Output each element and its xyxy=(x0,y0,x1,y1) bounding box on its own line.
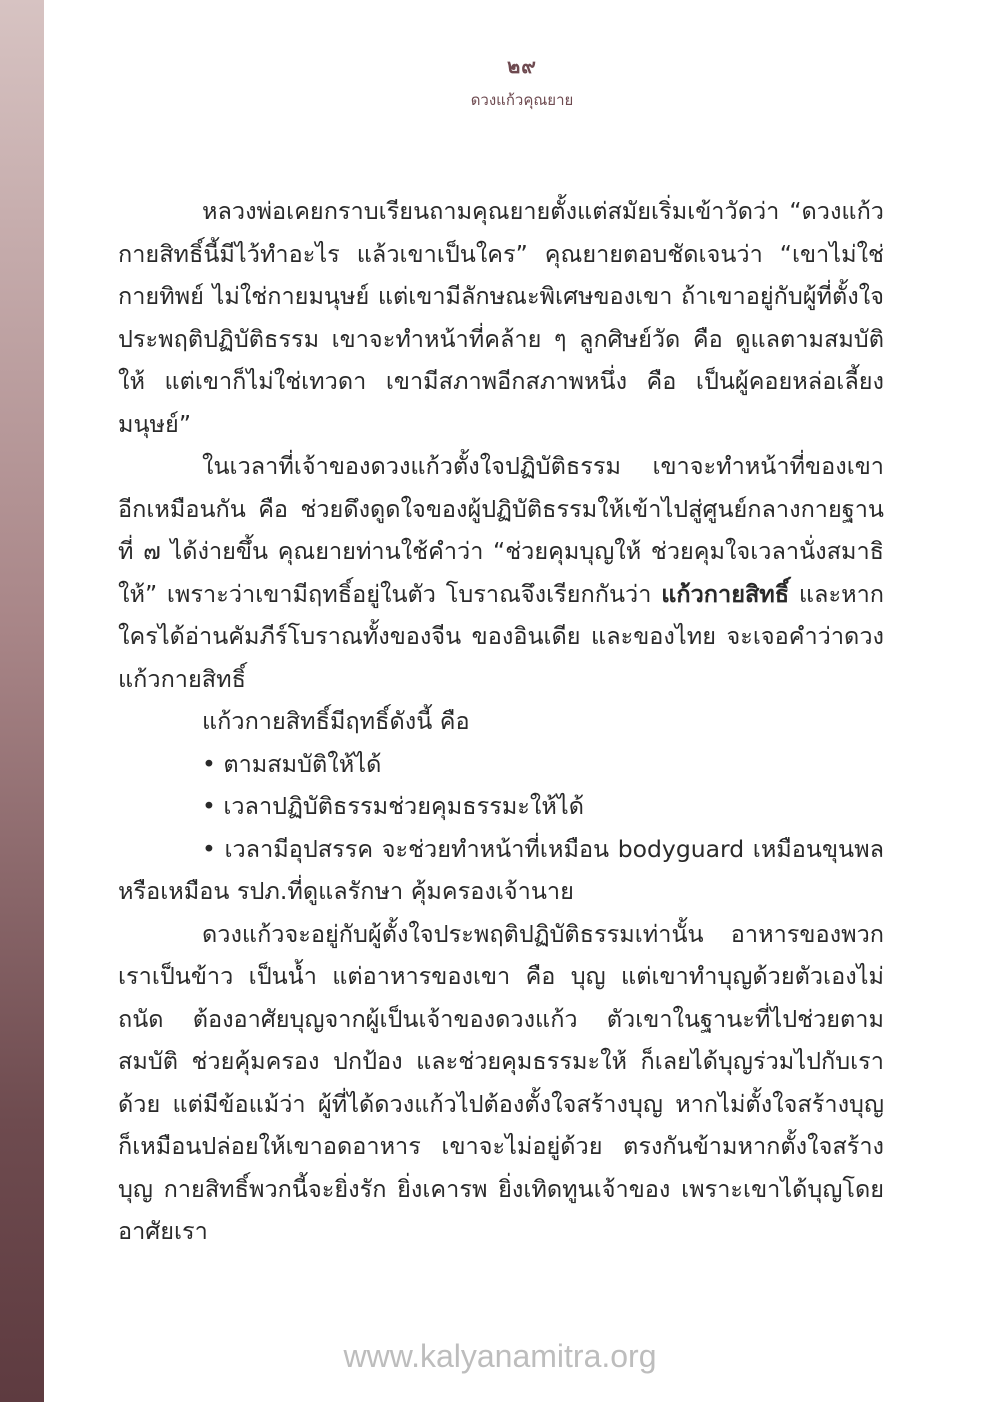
decorative-side-band xyxy=(0,0,44,1402)
running-title: ดวงแก้วคุณยาย xyxy=(470,91,574,109)
paragraph-2-text-after: และหากใครได้อ่านคัมภีร์โบราณทั้งของจีน ของอินเดีย และของไทย จะเจอคำว่าดวงแก้วกายสิทธิ์ xyxy=(118,579,884,693)
paragraph-1: หลวงพ่อเคยกราบเรียนถามคุณยายตั้งแต่สมัยเริ่มเข้าวัดว่า “ดวงแก้วกายสิทธิ์นี้มีไว้ทำอะไร แล้วเขาเป็นใคร” คุณยายตอบชัดเจนว่า “เขาไม่ใช่กายทิพย์ ไม่ใช่กายมนุษย์ แต่เขามีลักษณะพิเศษของเขา ถ้าเขาอยู่กับผู้ที่ตั้งใจประพฤติปฏิบัติธรรม เขาจะทำหน้าที่คล้าย ๆ ลูกศิษย์วัด คือ ดูแลตามสมบัติให้ แต่เขาก็ไม่ใช่เทวดา เขามีสภาพอีกสภาพหนึ่ง คือ เป็นผู้คอยหล่อเลี้ยงมนุษย์” xyxy=(118,197,884,438)
paragraph-2-text-before: ในเวลาที่เจ้าของดวงแก้วตั้งใจปฏิบัติธรรม เขาจะทำหน้าที่ของเขาอีกเหมือนกัน คือ ช่วยดึงดูดใจของผู้ปฏิบัติธรรมให้เข้าไปสู่ศูนย์กลางกายฐานที่ ๗ ได้ง่ายขึ้น คุณยายท่านใช้คำว่า “ช่วยคุมบุญให้ ช่วยคุมใจเวลานั่งสมาธิให้” เพราะว่าเขามีฤทธิ์อยู่ในตัว โบราณจึงเรียกกันว่า xyxy=(118,452,884,608)
page-number: ๒๙ xyxy=(507,54,537,78)
watermark-url: www.kalyanamitra.org xyxy=(343,1338,657,1374)
page-header xyxy=(44,52,1000,112)
bullet-item-1: • ตามสมบัติให้ได้ xyxy=(202,749,382,778)
paragraph-4: ดวงแก้วจะอยู่กับผู้ตั้งใจประพฤติปฏิบัติธรรมเท่านั้น อาหารของพวกเราเป็นข้าว เป็นน้ำ แต่อาหารของเขา คือ บุญ แต่เขาทำบุญด้วยตัวเองไม่ถนัด ต้องอาศัยบุญจากผู้เป็นเจ้าของดวงแก้ว ตัวเขาในฐานะที่ไปช่วยตามสมบัติ ช่วยคุ้มครอง ปกป้อง และช่วยคุมธรรมะให้ ก็เลยได้บุญร่วมไปกับเราด้วย แต่มีข้อแม้ว่า ผู้ที่ได้ดวงแก้วไปต้องตั้งใจสร้างบุญ หากไม่ตั้งใจสร้างบุญ ก็เหมือนปล่อยให้เขาอดอาหาร เขาจะไม่อยู่ด้วย ตรงกันข้ามหากตั้งใจสร้างบุญ กายสิทธิ์พวกนี้จะยิ่งรัก ยิ่งเคารพ ยิ่งเทิดทูนเจ้าของ เพราะเขาได้บุญโดยอาศัยเรา xyxy=(118,919,884,1245)
body-text xyxy=(118,190,884,1253)
bullet-item-3: • เวลามีอุปสรรค จะช่วยทำหน้าที่เหมือน bodyguard เหมือนขุนพล หรือเหมือน รปภ.ที่ดูแลรักษา คุ้มครองเจ้านาย xyxy=(118,834,884,905)
bullet-item-2: • เวลาปฏิบัติธรรมช่วยคุมธรรมะให้ได้ xyxy=(202,792,584,820)
bold-term: แก้วกายสิทธิ์ xyxy=(661,579,790,608)
paragraph-2 xyxy=(118,445,884,700)
paragraph-3: แก้วกายสิทธิ์มีฤทธิ์ดังนี้ คือ xyxy=(202,707,470,735)
